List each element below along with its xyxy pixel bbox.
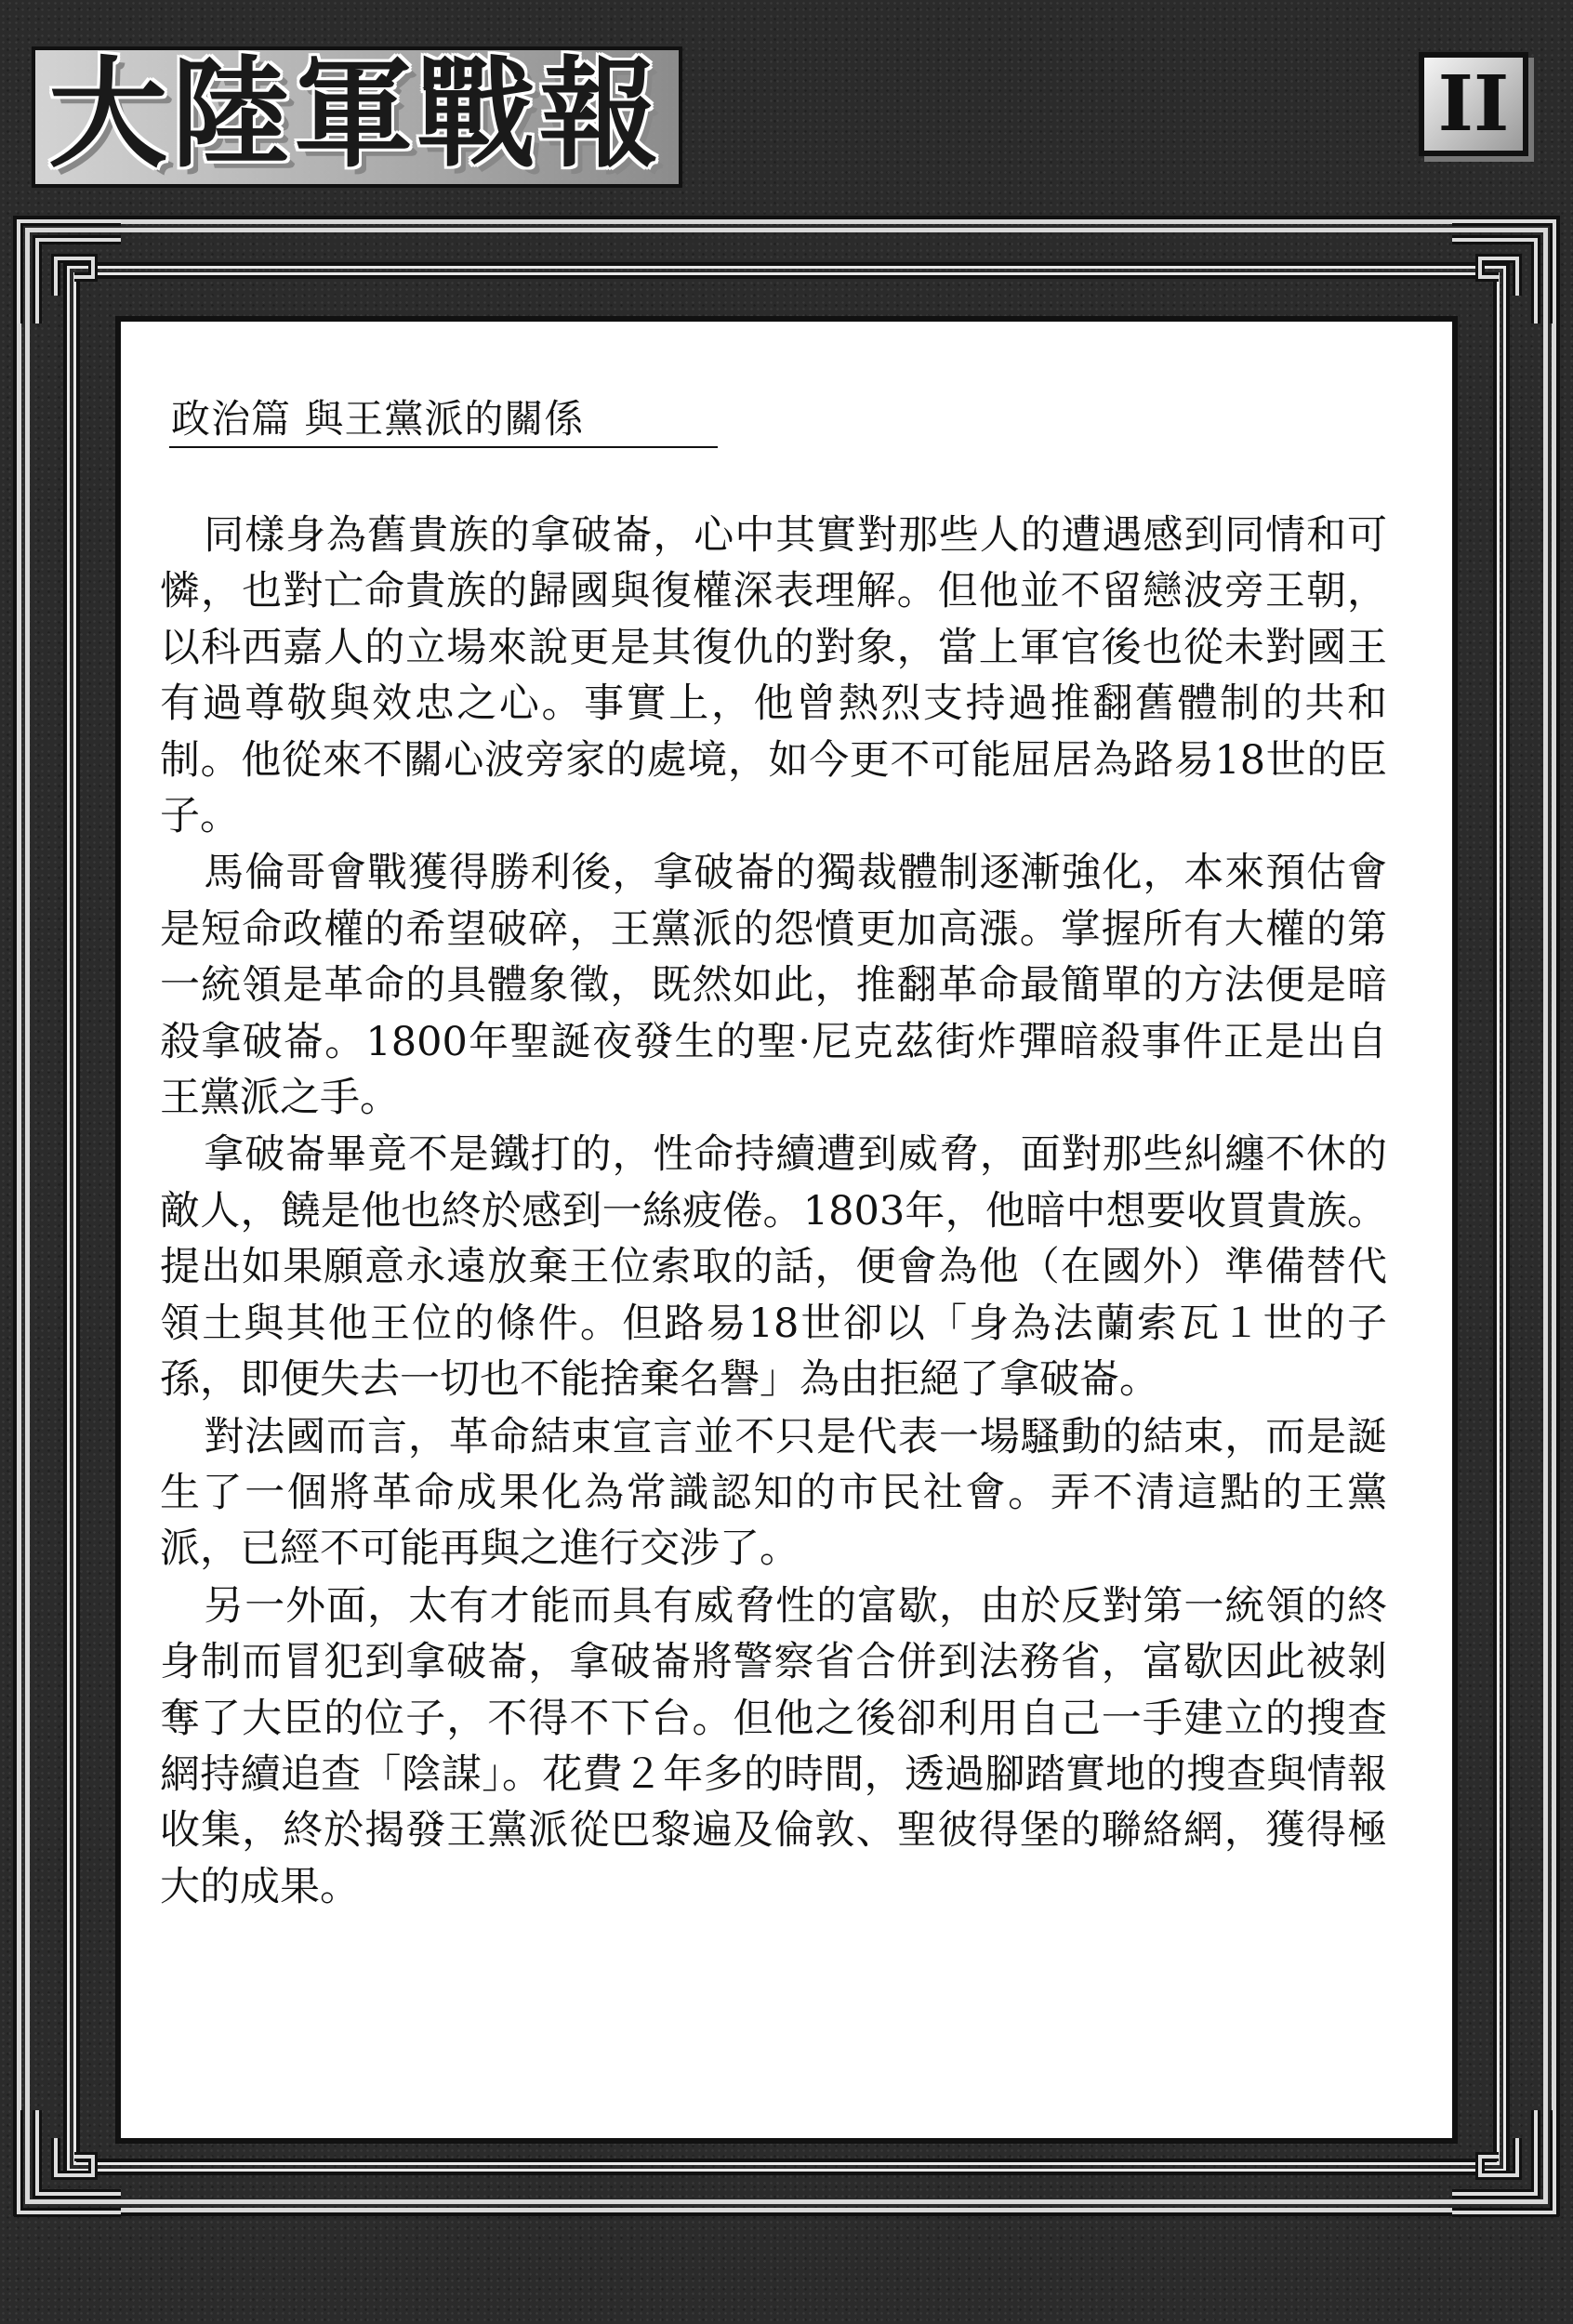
- section-heading: 政治篇 與王黨派的關係: [171, 396, 585, 442]
- frame-corner-ornament-bottom-right: [1443, 2101, 1564, 2222]
- article-body: [160, 508, 1387, 1916]
- paragraph-3: 拿破崙畢竟不是鐵打的，性命持續遭到威脅，面對那些糾纏不休的敵人，饒是他也終於感到一絲疲倦。1803年，他暗中想要收買貴族。提出如果願意永遠放棄王位索取的話，便會為他（在國外）準備替代領土與其他王位的條件。但路易18世卻以「身為法蘭索瓦１世的子孫，即便失去一切也不能捨棄名譽」為由拒絕了拿破崙。: [160, 1131, 1387, 1404]
- frame-corner-ornament-top-right: [1443, 212, 1564, 333]
- section-heading-underline: [169, 446, 718, 448]
- frame-corner-ornament-bottom-left: [9, 2101, 130, 2222]
- header-title: 大陸軍戰報: [32, 46, 682, 188]
- frame-corner-ornament-top-left: [9, 212, 130, 333]
- paragraph-5: 另一外面，太有才能而具有威脅性的富歇，由於反對第一統領的終身制而冒犯到拿破崙，拿破崙將警察省合併到法務省，富歇因此被剝奪了大臣的位子，不得不下台。但他之後卻利用自己一手建立的搜查網持續追查「陰謀」。花費２年多的時間，透過腳踏實地的搜查與情報收集，終於揭發王黨派從巴黎遍及倫敦、聖彼得堡的聯絡網，獲得極大的成果。: [160, 1582, 1387, 1910]
- paragraph-4: 對法國而言，革命結束宣言並不只是代表一場騷動的結束，而是誕生了一個將革命成果化為常識認知的市民社會。弄不清這點的王黨派，已經不可能再與之進行交涉了。: [160, 1413, 1387, 1573]
- paragraph-1: 同樣身為舊貴族的拿破崙，心中其實對那些人的遭遇感到同情和可憐，也對亡命貴族的歸國與復權深表理解。但他並不留戀波旁王朝，以科西嘉人的立場來說更是其復仇的對象，當上軍官後也從未對國王有過尊敬與效忠之心。事實上，他曾熱烈支持過推翻舊體制的共和制。他從來不關心波旁家的處境，如今更不可能屈居為路易18世的臣子。: [160, 512, 1387, 840]
- volume-badge: II: [1419, 52, 1528, 156]
- paragraph-2: 馬倫哥會戰獲得勝利後，拿破崙的獨裁體制逐漸強化，本來預估會是短命政權的希望破碎，王黨派的怨憤更加高漲。掌握所有大權的第一統領是革命的具體象徵，既然如此，推翻革命最簡單的方法便是暗殺拿破崙。1800年聖誕夜發生的聖·尼克茲街炸彈暗殺事件正是出自王黨派之手。: [160, 850, 1387, 1122]
